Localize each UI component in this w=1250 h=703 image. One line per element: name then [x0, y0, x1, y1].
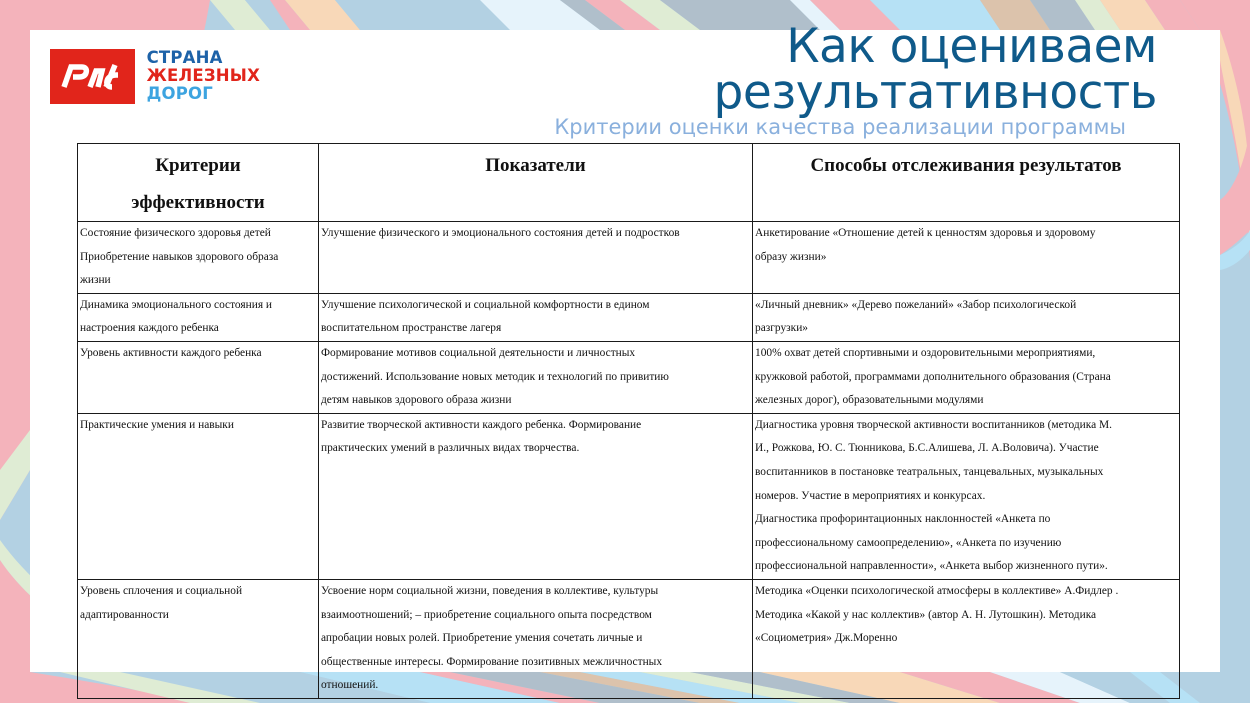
indicators-cell — [319, 579, 753, 698]
cell-line: Усвоение норм социальной жизни, поведения в коллективе, культуры — [321, 584, 659, 597]
column-header-methods — [753, 144, 1180, 222]
table-row — [78, 341, 1180, 413]
page-title-line-2: результативность — [713, 65, 1157, 120]
cell-line: 100% охват детей спортивными и оздоровительными мероприятиями, — [755, 346, 1096, 359]
cell-line: практических умений в различных видах творчества. — [321, 442, 580, 455]
indicators-cell — [319, 341, 753, 413]
cell-line: Практические умения и навыки — [80, 418, 234, 431]
column-header-methods-label: Способы отслеживания результатов — [810, 155, 1122, 176]
cell-line: номеров. Участие в мероприятиях и конкурсах. — [755, 489, 986, 502]
table-row — [78, 293, 1180, 341]
criterion-cell — [78, 222, 319, 294]
column-header-indicators-label: Показатели — [485, 155, 586, 176]
cell-line: Состояние физического здоровья детей — [80, 227, 271, 239]
cell-line: Анкетирование «Отношение детей к ценностям здоровья и здоровому — [755, 227, 1096, 239]
criterion-cell — [78, 341, 319, 413]
cell-line: профессиональной направленности», «Анкета выбор жизненного пути». — [755, 560, 1108, 573]
cell-line: настроения каждого ребенка — [80, 322, 219, 335]
methods-cell — [753, 222, 1180, 294]
cell-line: Улучшение психологической и социальной комфортности в едином — [321, 298, 650, 311]
cell-line: Методика «Оценки психологической атмосферы в коллективе» А.Фидлер . — [755, 584, 1119, 597]
methods-cell — [753, 341, 1180, 413]
cell-line: разгрузки» — [755, 322, 808, 335]
methods-cell — [753, 413, 1180, 579]
cell-line: Уровень сплочения и социальной — [80, 584, 243, 597]
cell-line: Приобретение навыков здорового образа — [80, 250, 279, 263]
criterion-cell — [78, 413, 319, 579]
cell-line: воспитательном пространстве лагеря — [321, 322, 502, 335]
cell-line: «Социометрия» Дж.Моренно — [755, 632, 898, 645]
cell-line: жизни — [80, 274, 111, 287]
indicators-cell — [319, 413, 753, 579]
cell-line: профессиональному самоопределению», «Анкета по изучению — [755, 536, 1062, 549]
column-header-criteria-line-2: эффективности — [131, 192, 265, 213]
logo-line-2: ЖЕЛЕЗНЫХ — [146, 66, 260, 85]
column-header-criteria — [78, 144, 319, 222]
cell-line: образу жизни» — [755, 250, 827, 263]
column-header-criteria-line-1: Критерии — [155, 155, 241, 176]
logo-wordmark — [147, 49, 260, 103]
table-row — [78, 222, 1180, 294]
cell-line: И., Рожкова, Ю. С. Тюнникова, Б.С.Алишева, Л. А.Воловича). Участие — [755, 442, 1099, 455]
cell-line: воспитанников в постановке театральных, танцевальных, музыкальных — [755, 465, 1104, 478]
logo-line-1: СТРАНА — [146, 48, 223, 67]
criteria-table — [77, 143, 1180, 699]
criterion-cell — [78, 293, 319, 341]
page-subtitle: Критерии оценки качества реализации программы — [554, 115, 1126, 139]
methods-cell — [753, 293, 1180, 341]
rzd-emblem-icon — [60, 61, 124, 91]
methods-cell — [753, 579, 1180, 698]
cell-line: Развитие творческой активности каждого ребенка. Формирование — [321, 418, 642, 431]
cell-line: железных дорог), образовательными модулями — [755, 394, 984, 407]
cell-line: Формирование мотивов социальной деятельности и личностных — [321, 346, 636, 359]
column-header-indicators — [319, 144, 753, 222]
cell-line: Методика «Какой у нас коллектив» (автор А. Н. Лутошкин). Методика — [755, 608, 1097, 621]
cell-line: «Личный дневник» «Дерево пожеланий» «Забор психологической — [755, 298, 1077, 311]
cell-line: взаимоотношений; – приобретение социального опыта посредством — [321, 608, 652, 621]
cell-line: кружковой работой, программами дополнительного образования (Страна — [755, 370, 1111, 383]
table-row — [78, 413, 1180, 579]
indicators-cell — [319, 293, 753, 341]
rzd-logo-mark-icon — [50, 49, 135, 104]
table-header-row — [78, 144, 1180, 222]
page-title-line-1: Как оцениваем — [786, 19, 1157, 74]
cell-line: достижений. Использование новых методик и технологий по привитию — [321, 370, 669, 383]
cell-line: Уровень активности каждого ребенка — [80, 346, 262, 359]
table-row — [78, 579, 1180, 698]
criterion-cell — [78, 579, 319, 698]
criteria-table-container — [77, 143, 1180, 699]
cell-line: детям навыков здорового образа жизни — [321, 394, 512, 407]
cell-line: Диагностика уровня творческой активности воспитанников (методика М. — [755, 418, 1113, 431]
cell-line: Диагностика профоринтационных наклонностей «Анкета по — [755, 513, 1051, 526]
cell-line: апробации новых ролей. Приобретение умения сочетать личные и — [321, 632, 643, 645]
page-title — [713, 19, 1157, 120]
cell-line: Улучшение физического и эмоционального состояния детей и подростков — [321, 227, 680, 239]
cell-line: общественные интересы. Формирование позитивных межличностных — [321, 655, 663, 668]
cell-line: адаптированности — [80, 608, 169, 621]
cell-line: Динамика эмоционального состояния и — [80, 298, 273, 311]
logo-line-3: ДОРОГ — [146, 84, 213, 103]
rzd-logo — [50, 48, 260, 104]
indicators-cell — [319, 222, 753, 294]
cell-line: отношений. — [321, 679, 379, 692]
